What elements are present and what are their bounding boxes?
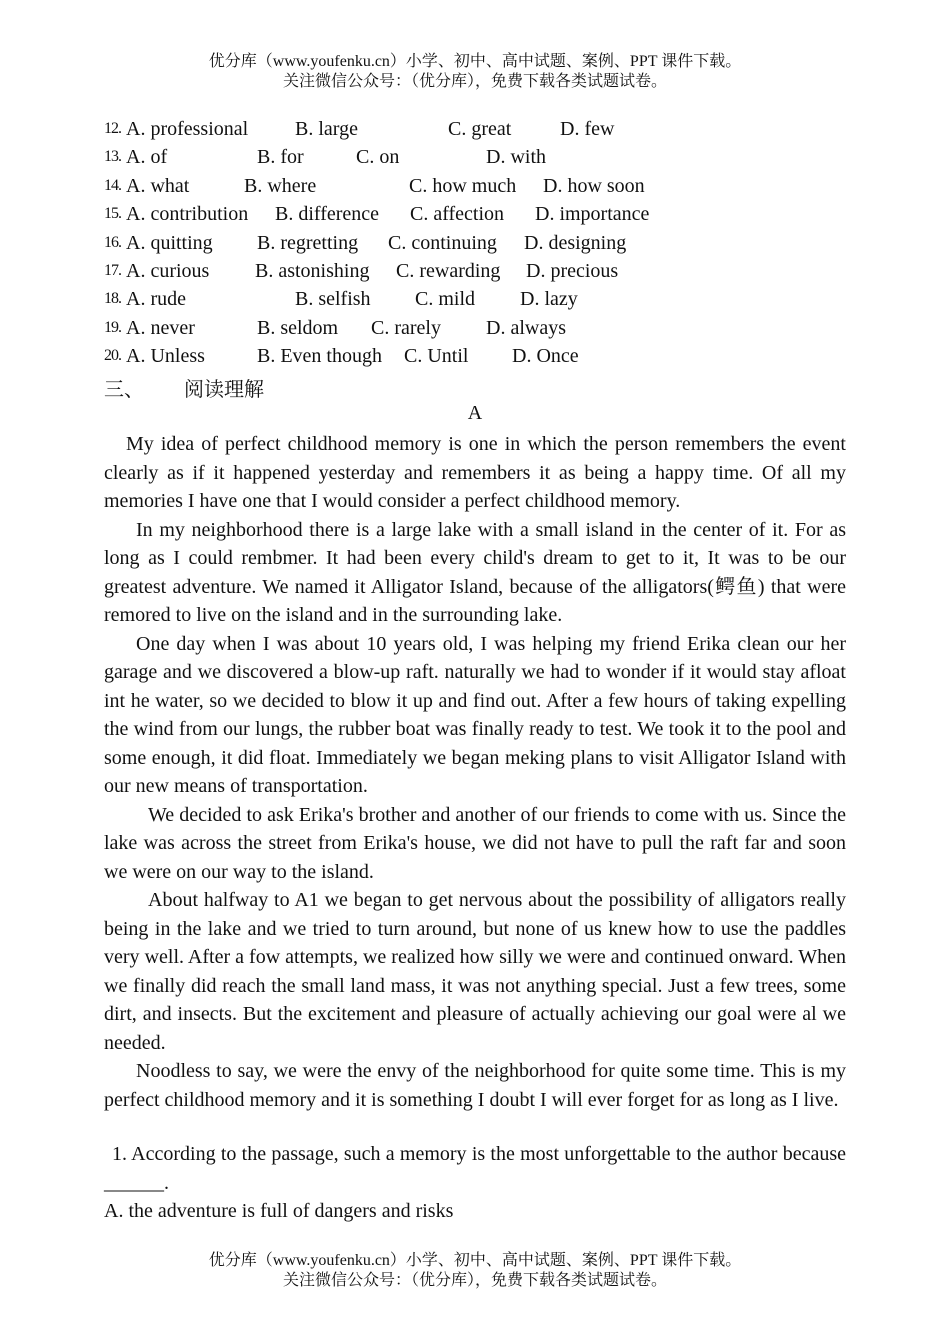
option-b: B. regretting [257, 231, 359, 254]
option-b: B. Even though [257, 345, 382, 368]
option-c: C. affection [410, 203, 505, 226]
page-footer [0, 1251, 950, 1291]
option-a: A. Unless [126, 345, 205, 368]
option-d: D. importance [535, 203, 650, 226]
option-b: B. seldom [257, 316, 339, 339]
option-number: 13. [104, 148, 121, 166]
option-a: A. never [126, 316, 195, 339]
option-a: A. quitting [126, 231, 213, 254]
option-number: 16. [104, 233, 121, 251]
option-number: 17. [104, 261, 121, 279]
option-b: B. difference [275, 203, 380, 226]
page-header [0, 52, 950, 92]
header-line-2: 关注微信公众号：（优分库），免费下载各类试题试卷。 [282, 73, 667, 90]
option-d: D. Once [512, 345, 579, 368]
option-c: C. continuing [388, 231, 497, 254]
option-a: A. rude [126, 288, 186, 311]
option-number: 12. [104, 120, 121, 137]
option-b: B. large [295, 118, 358, 140]
paragraph: In my neighborhood there is a large lake with a small island in the center of it. For as long as I could rembmer. It had been every child's dream to get to it, It was to be our greatest adventure. We named it Alligator Island, because of the alligators(鳄鱼) that were remored to live on the island and in the surrounding lake. [104, 518, 846, 626]
section-number: 三、 [104, 379, 144, 401]
footer-line-1: 优分库（www.youfenku.cn）小学、初中、高中试题、案例、PPT 课件下载。 [208, 1252, 742, 1269]
option-a: A. of [126, 146, 168, 169]
option-c: C. great [448, 118, 512, 140]
footer-line-2: 关注微信公众号：（优分库），免费下载各类试题试卷。 [282, 1272, 667, 1289]
option-a: A. professional [126, 118, 249, 140]
option-b: B. for [257, 146, 304, 169]
option-number: 18. [104, 290, 121, 308]
option-d: D. designing [524, 231, 627, 254]
paragraph: One day when I was about 10 years old, I was helping my friend Erika clean our her garage and we discovered a blow-up raft. naturally we had to wonder if it would stay afloat int he water, so we decided to blow it up and find out. After a few hours of taking expelling the wind from our lungs, the rubber boat was finally ready to test. We took it to the pool and some enough, it did float. Immediately we began meking plans to visit Alligator Island with our new means of transportation. [104, 632, 846, 797]
option-c: C. Until [404, 345, 469, 368]
option-c: C. rewarding [396, 259, 501, 282]
header-line-1: 优分库（www.youfenku.cn）小学、初中、高中试题、案例、PPT 课件下载。 [208, 53, 742, 70]
option-d: D. with [486, 146, 546, 169]
option-c: C. rarely [371, 316, 441, 339]
option-c: C. how much [409, 174, 517, 197]
option-number: 14. [104, 176, 121, 194]
option-a: A. contribution [126, 203, 249, 226]
option-b: B. astonishing [255, 259, 370, 282]
question-1 [104, 1140, 846, 1226]
option-a: A. curious [126, 259, 210, 282]
option-b: B. selfish [295, 288, 371, 311]
passage-title: A [467, 402, 483, 424]
option-d: D. always [486, 316, 566, 339]
option-d: D. lazy [520, 288, 578, 311]
question-stem: 1. According to the passage, such a memory is the most unforgettable to the author because ______. [104, 1143, 846, 1194]
option-number: 19. [104, 318, 121, 336]
question-option-a: A. the adventure is full of dangers and risks [104, 1200, 454, 1222]
paragraph: My idea of perfect childhood memory is one in which the person remembers the event clearly as if it happened yesterday and remembers it as being a happy time. Of all my memories I have one that I would consider a perfect childhood memory. [104, 433, 846, 512]
paragraph: We decided to ask Erika's brother and another of our friends to come with us. Since the lake was across the street from Erika's house, we did not have to pull the raft far and soon we were on our way to the island. [104, 803, 846, 883]
option-d: D. how soon [543, 174, 645, 197]
paragraph: Noodless to say, we were the envy of the neighborhood for quite some time. This is my perfect childhood memory and it is something I doubt I will ever forget for as long as I live. [104, 1060, 846, 1111]
option-c: C. on [356, 146, 400, 169]
option-d: D. few [560, 118, 615, 140]
option-d: D. precious [526, 259, 619, 282]
section-heading [104, 373, 264, 402]
option-a: A. what [126, 174, 190, 197]
option-number: 20. [104, 347, 121, 365]
option-b: B. where [244, 174, 317, 197]
reading-passage [104, 430, 846, 1114]
paragraph: About halfway to A1 we began to get nervous about the possibility of alligators really being in the lake and we tried to turn around, but none of us knew how to use the paddles very well. After a fow attempts, we realized how silly we were and continued onward. When we finally did reach the small land mass, it was not anything special. Just a few trees, some dirt, and insects. But the excitement and pleasure of actually achieving our goal were al we needed. [104, 889, 846, 1054]
option-number: 15. [104, 205, 121, 223]
option-c: C. mild [415, 288, 476, 311]
section-title: 阅读理解 [184, 379, 264, 401]
